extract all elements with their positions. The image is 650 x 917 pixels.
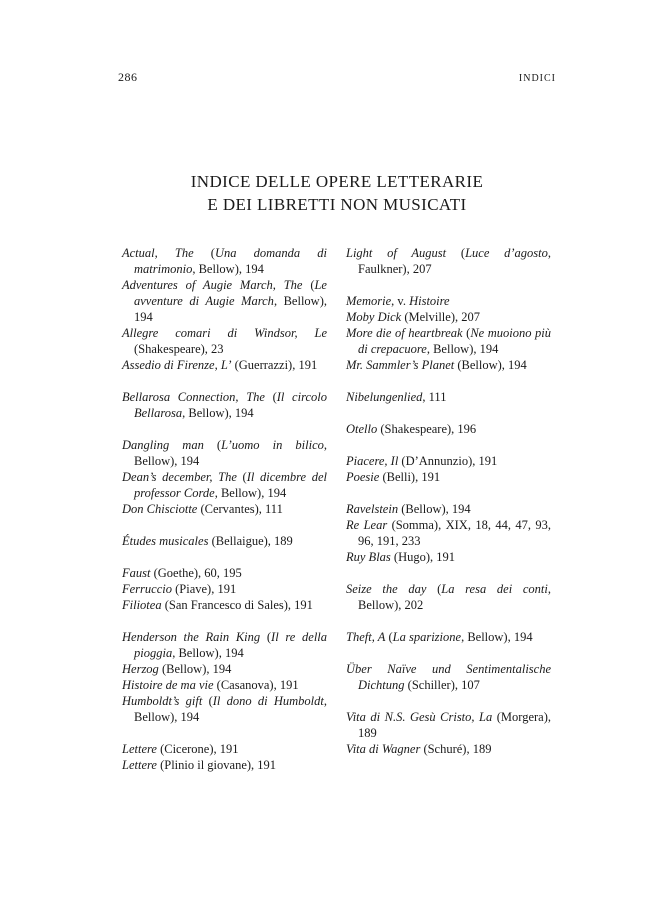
entry-title: Adventures of Augie March, The [122,278,303,292]
entry-tail: , Bellow), 194 [134,294,327,324]
index-entry [346,357,551,373]
entry-title: Allegre comari di Windsor, Le [122,326,327,340]
entry-tail: , Faulkner), 207 [358,246,551,276]
entry-translated-title: Il dono di Humboldt [212,694,324,708]
entry-detail: ( [260,630,272,644]
entry-title: Piacere, Il [346,454,399,468]
entry-title: Dangling man [122,438,204,452]
index-entry [122,629,327,661]
running-section-title: INDICI [518,73,556,84]
entry-translated-title: Il re della pioggia [134,630,328,660]
entry-title: Lettere [122,758,157,772]
entry-title: Mr. Sammler’s Planet [346,358,455,372]
index-entry [122,389,327,421]
entry-tail: , Bellow), 202 [358,582,551,612]
index-entry [122,693,327,725]
index-entry [122,597,327,613]
entry-translated-title: Il dicembre del professor Corde [134,470,327,500]
index-entry [346,389,551,405]
entry-detail: ( [203,438,222,452]
entry-translated-title: Il circolo Bellarosa [134,390,327,420]
entry-title: Memorie [346,294,392,308]
index-entry [346,245,551,277]
entry-translated-title: L’uomo in bilico [221,438,324,452]
entry-detail: , v. [391,294,410,308]
entry-title: Bellarosa Connection, The [122,390,265,404]
index-entry [122,325,327,357]
entry-title: Moby Dick [346,310,402,324]
entry-title: Filiotea [122,598,162,612]
index-entry [346,501,551,517]
index-entry [122,501,327,517]
entry-detail: (Guerrazzi), 191 [231,358,318,372]
entry-detail: ( [264,390,277,404]
entry-title: Über Naïve und Sentimentalische Dichtung [346,662,551,692]
entry-tail: , Bellow), 194 [214,486,287,500]
index-entry [122,757,327,773]
entry-tail: , Bellow), 194 [192,262,264,276]
entry-title: Don Chisciotte [122,502,198,516]
entry-title: Ferruccio [122,582,172,596]
index-entry [346,709,551,741]
index-entry [346,517,551,549]
entry-detail: (Piave), 191 [171,582,237,596]
entry-tail: , Bellow), 194 [172,646,244,660]
entry-title: Lettere [122,742,157,756]
entry-title: Humboldt’s gift [122,694,203,708]
entry-title: More die of heartbreak [346,326,463,340]
entry-detail: (Plinio il giovane), 191 [156,758,277,772]
entry-translated-title: Histoire [409,294,450,308]
entry-title: Seize the day [346,582,427,596]
entry-detail: ( [236,470,247,484]
index-title [118,170,556,216]
entry-title: Nibelungenlied [346,390,423,404]
entry-detail: (Bellow), 194 [454,358,527,372]
entry-detail: (Melville), 207 [401,310,480,324]
entry-title: Histoire de ma vie [122,678,214,692]
entry-detail: (Schiller), 107 [404,678,480,692]
index-entry [122,741,327,757]
entry-title: Ravelstein [346,502,399,516]
index-entry [122,677,327,693]
page-number: 286 [118,70,138,84]
entry-detail: ( [426,582,442,596]
index-entry [346,581,551,613]
entry-tail: , Bellow), 194 [134,694,327,724]
entry-detail: ( [446,246,466,260]
running-head [118,70,556,85]
entry-tail: , Bellow), 194 [461,630,533,644]
entry-detail: (Cervantes), 111 [197,502,283,516]
entry-title: Vita di Wagner [346,742,421,756]
entry-detail: ( [385,630,393,644]
entry-detail: (Bellaigue), 189 [208,534,293,548]
entry-detail: (Bellow), 194 [398,502,471,516]
entry-detail: ( [202,694,213,708]
entry-tail: , Bellow), 194 [134,438,328,468]
entry-title: Ruy Blas [346,550,391,564]
index-entry [346,293,551,309]
entry-translated-title: La sparizione [392,630,462,644]
index-entry [346,629,551,645]
entry-detail: (Morgera), 189 [358,710,551,740]
entry-tail: , Bellow), 194 [426,342,499,356]
entry-detail: , 111 [422,390,447,404]
entry-title: Poesie [346,470,380,484]
index-title-line-2: E DEI LIBRETTI NON MUSICATI [207,195,467,214]
entry-detail: (Cicerone), 191 [156,742,239,756]
entry-title: Theft, A [346,630,386,644]
entry-translated-title: La resa dei conti [441,582,548,596]
index-entry [346,661,551,693]
entry-detail: (Casanova), 191 [213,678,299,692]
entry-detail: (Goethe), 60, 195 [150,566,242,580]
entry-detail: (Hugo), 191 [390,550,456,564]
entry-tail: , Bellow), 194 [182,406,254,420]
index-entry [346,325,551,357]
entry-translated-title: Le avventure di Augie March [134,278,327,308]
index-entry [122,245,327,277]
index-column-right [346,245,551,757]
index-entry [346,469,551,485]
entry-translated-title: Una domanda di matrimonio [134,246,327,276]
entry-title: Vita di N.S. Gesù Cristo, La [346,710,493,724]
entry-detail: (Somma), XIX, 18, 44, 47, 93, 96, 191, 233 [358,518,551,548]
index-entry [122,437,327,469]
index-entry [122,533,327,549]
index-entry [346,421,551,437]
index-title-line-1: INDICE DELLE OPERE LETTERARIE [190,172,484,191]
entry-translated-title: Ne muoiono più di crepacuore [358,326,551,356]
index-entry [346,741,551,757]
entry-detail: ( [462,326,471,340]
entry-title: Re Lear [346,518,388,532]
index-column-left [122,245,327,773]
index-entry [346,549,551,565]
entry-detail: ( [302,278,315,292]
entry-title: Actual, The [122,246,194,260]
entry-detail: (San Francesco di Sales), 191 [161,598,313,612]
entry-detail: (Shakespeare), 23 [134,342,224,356]
index-entry [346,453,551,469]
entry-title: Herzog [122,662,159,676]
entry-title: Light of August [346,246,447,260]
index-entry [122,357,327,373]
entry-detail: (Shakespeare), 196 [377,422,477,436]
entry-title: Dean’s december, The [122,470,237,484]
entry-detail: ( [193,246,215,260]
entry-detail: (D’Annunzio), 191 [398,454,498,468]
entry-detail: (Bellow), 194 [158,662,232,676]
entry-detail: (Belli), 191 [379,470,441,484]
entry-title: Faust [122,566,151,580]
index-entry [122,469,327,501]
entry-translated-title: Luce d’agosto [465,246,548,260]
entry-title: Assedio di Firenze, L’ [122,358,232,372]
index-entry [122,581,327,597]
entry-title: Otello [346,422,378,436]
entry-detail: (Schuré), 189 [420,742,492,756]
index-entry [122,277,327,325]
entry-title: Études musicales [122,534,209,548]
index-entry [122,565,327,581]
index-entry [346,309,551,325]
entry-title: Henderson the Rain King [122,630,261,644]
index-entry [122,661,327,677]
